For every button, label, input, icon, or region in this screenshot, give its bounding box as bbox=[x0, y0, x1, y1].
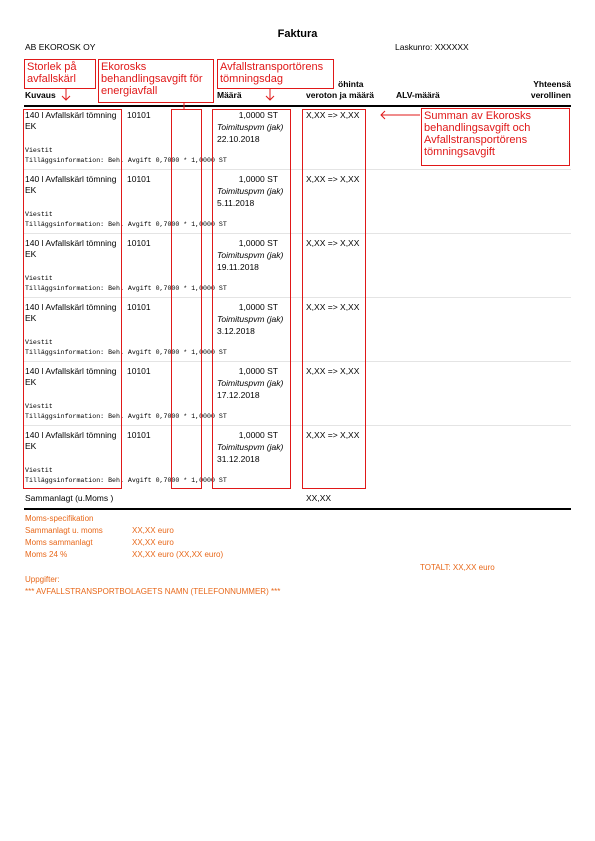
col-header-total-2: verollinen bbox=[530, 90, 571, 100]
col-header-kuvaus: Kuvaus bbox=[25, 90, 56, 100]
row-desc: 140 l Avfallskärl tömning bbox=[25, 430, 117, 440]
row-viestit: Viestit bbox=[25, 403, 53, 410]
col-header-alv: ALV-määrä bbox=[396, 90, 440, 100]
company-name: AB EKOROSK OY bbox=[25, 42, 96, 52]
row-desc: 140 l Avfallskärl tömning bbox=[25, 238, 117, 248]
row-qty: 1,0000 ST bbox=[238, 430, 278, 440]
row-info: Tilläggsinformation: Beh. Avgift 0,7000 * 1,0000 ST bbox=[25, 477, 227, 484]
row-date-label: Toimituspvm (jak) bbox=[217, 186, 284, 196]
row-desc-2: EK bbox=[25, 441, 37, 451]
moms-total: TOTALT: XX,XX euro bbox=[420, 563, 495, 572]
row-date: 31.12.2018 bbox=[217, 454, 260, 464]
col-header-price-2: veroton ja määrä bbox=[306, 90, 375, 100]
row-desc-2: EK bbox=[25, 121, 37, 131]
row-desc: 140 l Avfallskärl tömning bbox=[25, 302, 117, 312]
arrow-down-icon bbox=[266, 88, 274, 100]
row-viestit: Viestit bbox=[25, 467, 53, 474]
highlight-box-price bbox=[302, 109, 366, 489]
row-code: 10101 bbox=[127, 302, 151, 312]
row-viestit: Viestit bbox=[25, 339, 53, 346]
row-date: 5.11.2018 bbox=[217, 198, 255, 208]
annotation-container-size: Storlek på avfallskärl bbox=[24, 59, 96, 89]
invoice-number: Laskunro: XXXXXX bbox=[395, 42, 469, 52]
transport-company-line: *** AVFALLSTRANSPORTBOLAGETS NAMN (TELEFONNUMMER) *** bbox=[25, 587, 281, 596]
highlight-box-description bbox=[23, 109, 122, 489]
uppgifter-label: Uppgifter: bbox=[25, 575, 60, 584]
row-date-label: Toimituspvm (jak) bbox=[217, 314, 284, 324]
row-desc-2: EK bbox=[25, 377, 37, 387]
row-info: Tilläggsinformation: Beh. Avgift 0,7000 * 1,0000 ST bbox=[25, 285, 227, 292]
row-date: 17.12.2018 bbox=[217, 390, 260, 400]
highlight-box-fee bbox=[171, 109, 202, 489]
moms-line-value: XX,XX euro bbox=[132, 526, 174, 535]
row-viestit: Viestit bbox=[25, 147, 53, 154]
row-viestit: Viestit bbox=[25, 275, 53, 282]
row-code: 10101 bbox=[127, 238, 151, 248]
row-qty: 1,0000 ST bbox=[238, 238, 278, 248]
row-qty: 1,0000 ST bbox=[238, 110, 278, 120]
row-date: 3.12.2018 bbox=[217, 326, 255, 336]
row-desc: 140 l Avfallskärl tömning bbox=[25, 174, 117, 184]
row-date-label: Toimituspvm (jak) bbox=[217, 442, 284, 452]
row-code: 10101 bbox=[127, 430, 151, 440]
row-price: X,XX => X,XX bbox=[306, 366, 360, 376]
row-price: X,XX => X,XX bbox=[306, 110, 360, 120]
col-header-total-1: Yhteensä bbox=[533, 79, 571, 89]
row-price: X,XX => X,XX bbox=[306, 430, 360, 440]
row-qty: 1,0000 ST bbox=[238, 174, 278, 184]
header-rule bbox=[24, 105, 571, 107]
row-date-label: Toimituspvm (jak) bbox=[217, 122, 284, 132]
moms-line-value: XX,XX euro (XX,XX euro) bbox=[132, 550, 224, 559]
annotation-treatment-fee: Ekorosks behandlingsavgift för energiavfall bbox=[98, 59, 214, 103]
summary-rule bbox=[24, 508, 571, 510]
moms-line-label: Sammanlagt u. moms bbox=[25, 526, 103, 535]
row-price: X,XX => X,XX bbox=[306, 174, 360, 184]
invoice-title: Faktura bbox=[277, 28, 318, 40]
arrow-down-icon bbox=[62, 88, 70, 100]
moms-line-value: XX,XX euro bbox=[132, 538, 174, 547]
row-desc: 140 l Avfallskärl tömning bbox=[25, 110, 117, 120]
row-info: Tilläggsinformation: Beh. Avgift 0,7000 * 1,0000 ST bbox=[25, 221, 227, 228]
row-qty: 1,0000 ST bbox=[238, 302, 278, 312]
row-qty: 1,0000 ST bbox=[238, 366, 278, 376]
row-code: 10101 bbox=[127, 110, 151, 120]
row-price: X,XX => X,XX bbox=[306, 238, 360, 248]
annotation-emptying-day: Avfallstransportörens tömningsdag bbox=[217, 59, 334, 89]
row-date: 22.10.2018 bbox=[217, 134, 260, 144]
row-desc-2: EK bbox=[25, 313, 37, 323]
row-code: 10101 bbox=[127, 174, 151, 184]
row-desc-2: EK bbox=[25, 249, 37, 259]
moms-line-label: Moms 24 % bbox=[25, 550, 68, 559]
annotation-sum: Summan av Ekorosks behandlingsavgift och Avfallstransportörens tömningsavgift bbox=[421, 108, 570, 166]
row-date-label: Toimituspvm (jak) bbox=[217, 250, 284, 260]
row-date: 19.11.2018 bbox=[217, 262, 259, 272]
row-code: 10101 bbox=[127, 366, 151, 376]
row-info: Tilläggsinformation: Beh. Avgift 0,7000 * 1,0000 ST bbox=[25, 157, 227, 164]
row-desc-2: EK bbox=[25, 185, 37, 195]
row-viestit: Viestit bbox=[25, 211, 53, 218]
row-date-label: Toimituspvm (jak) bbox=[217, 378, 284, 388]
summary-label: Sammanlagt (u.Moms ) bbox=[25, 493, 114, 503]
summary-value: XX,XX bbox=[306, 493, 332, 503]
row-price: X,XX => X,XX bbox=[306, 302, 360, 312]
row-info: Tilläggsinformation: Beh. Avgift 0,7000 * 1,0000 ST bbox=[25, 413, 227, 420]
row-info: Tilläggsinformation: Beh. Avgift 0,7000 * 1,0000 ST bbox=[25, 349, 227, 356]
moms-line-label: Moms sammanlagt bbox=[25, 538, 93, 547]
moms-title: Moms-specifikation bbox=[25, 514, 94, 523]
row-desc: 140 l Avfallskärl tömning bbox=[25, 366, 117, 376]
col-header-price-1: öhinta bbox=[338, 79, 364, 89]
highlight-box-date bbox=[212, 109, 291, 489]
col-header-maara: Määrä bbox=[217, 90, 242, 100]
